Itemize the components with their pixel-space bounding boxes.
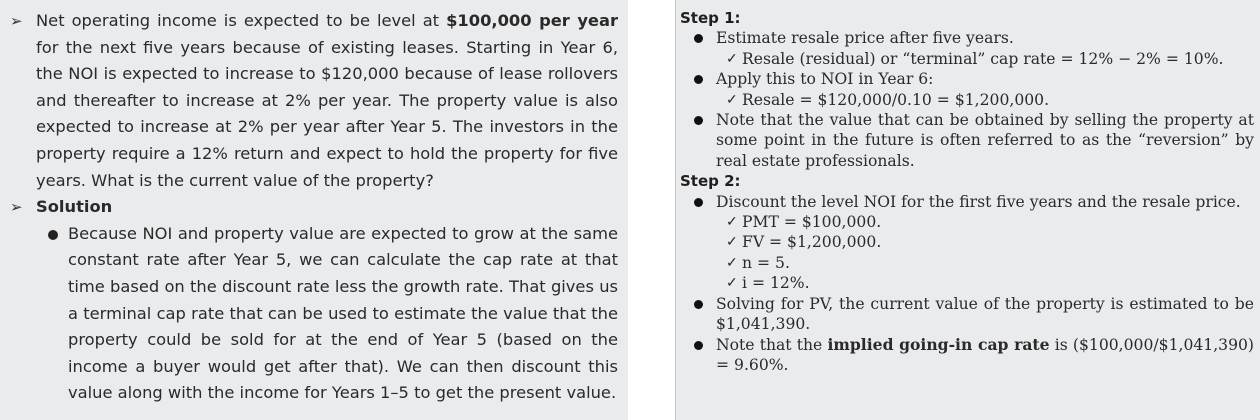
step1-bullet-2: Apply this to NOI in Year 6: xyxy=(680,69,1254,89)
right-panel xyxy=(676,0,1260,420)
arrow-bullet-icon: ➢ xyxy=(10,12,23,30)
left-panel xyxy=(0,0,628,420)
bullet-dot-icon xyxy=(694,300,703,309)
step2-heading: Step 2: xyxy=(680,172,741,191)
step1-heading: Step 1: xyxy=(680,9,741,27)
bullet-dot-icon xyxy=(48,230,58,240)
arrow-bullet-icon: ➢ xyxy=(10,198,23,217)
step2-sub-3: ✓ n = 5. xyxy=(726,253,790,272)
step1-bullet-1: Estimate resale price after five years. xyxy=(680,28,1254,48)
checkmark-icon: ✓ xyxy=(726,234,738,251)
checkmark-icon: ✓ xyxy=(726,214,738,231)
question-bold: $100,000 per year xyxy=(446,11,618,30)
step1-sub-1: ✓ Resale (residual) or “terminal” cap rate = 12% − 2% = 10%. xyxy=(726,49,1224,68)
step2-bullet-2: Solving for PV, the current value of the property is estimated to be $1,041,390. xyxy=(680,294,1254,335)
checkmark-icon: ✓ xyxy=(726,254,738,271)
step2-bullet-3: Note that the implied going-in cap rate is ($100,000/$1,041,390) = 9.60%. xyxy=(680,335,1254,376)
bullet-dot-icon xyxy=(694,75,703,84)
checkmark-icon: ✓ xyxy=(726,275,738,292)
step2-bullet-1: Discount the level NOI for the first five years and the resale price. xyxy=(680,192,1254,212)
panel-gap xyxy=(628,0,676,420)
step2-sub-1: ✓ PMT = $100,000. xyxy=(726,213,882,232)
solution-heading: ➢ Solution xyxy=(8,194,618,221)
step2-sub-4: ✓ i = 12%. xyxy=(726,274,810,293)
question-paragraph: ➢ Net operating income is expected to be level at $100,000 per year for the next five years because of existing leases. Starting in Year 6, the NOI is expected to increase to $120,000 because of lease rollovers and thereafter to increase at 2% per year. The property value is also expected to increase at 2% per year after Year 5. The investors in the property require a 12% return and expect to hold the property for five years. What is the current value of the property? xyxy=(8,8,618,194)
checkmark-icon: ✓ xyxy=(726,50,738,67)
bullet-dot-icon xyxy=(694,34,703,43)
bullet-dot-icon xyxy=(694,116,703,125)
implied-cap-rate-bold: implied going-in cap rate xyxy=(827,334,1050,354)
bullet-dot-icon xyxy=(694,341,703,350)
bullet-dot-icon xyxy=(694,198,703,207)
step2-sub-2: ✓ FV = $1,200,000. xyxy=(726,233,882,252)
solution-paragraph: Because NOI and property value are expected to grow at the same constant rate after Year 5, we can calculate the cap rate at that time based on the discount rate less the growth rate. That gives us a terminal cap rate that can be used to estimate the value that the property could be sold for at the end of Year 5 (based on the income a buyer would get after that). We can then discount this value along with the income for Years 1–5 to get the present value. xyxy=(8,221,618,407)
step1-sub-2: ✓ Resale = $120,000/0.10 = $1,200,000. xyxy=(726,90,1050,109)
checkmark-icon: ✓ xyxy=(726,91,738,108)
step1-bullet-3: Note that the value that can be obtained by selling the property at some point in the future is often referred to as the “reversion” by real estate professionals. xyxy=(680,110,1254,171)
